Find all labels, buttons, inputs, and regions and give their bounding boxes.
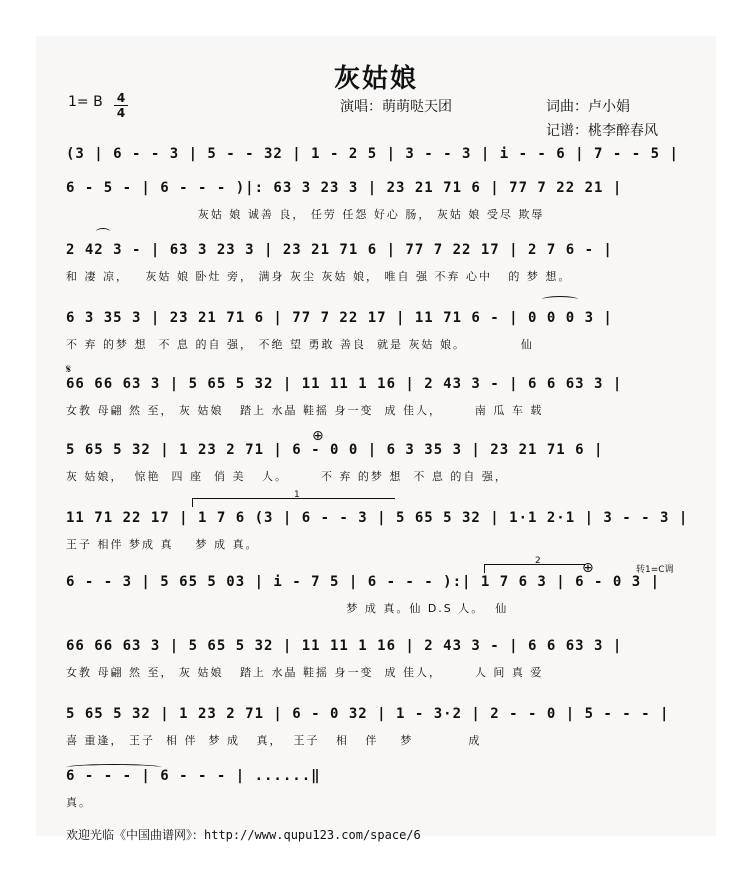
singer-credit: 演唱：萌萌哒天团 — [340, 99, 452, 115]
lyric-line: 女教 母翩 然 至， 灰 姑娘 踏上 水晶 鞋摇 身一变 成 佳人， 人 间 真 爱 — [66, 666, 544, 679]
first-ending-bracket — [192, 490, 395, 507]
lyric-line: 灰姑 娘 诚善 良， 任劳 任怨 好心 肠， 灰姑 娘 受尽 欺辱 — [66, 208, 545, 221]
meter-bottom: 4 — [116, 106, 126, 120]
notation-line: 2 42 3 - | 63 3 23 3 | 23 21 71 6 | 77 7 22 17 | 2 7 6 - | — [66, 242, 613, 258]
transcriber-credit: 记谱：桃李醉春风 — [546, 123, 658, 139]
coda-sign-icon: ⊕ — [312, 428, 324, 444]
score-row-7 — [66, 510, 689, 556]
key-signature: 1= B — [68, 94, 103, 110]
segno-sign-icon: 𝄋 — [66, 362, 72, 376]
footer-website-credit: 欢迎光临《中国曲谱网》：http://www.qupu123.com/space/6 — [66, 828, 421, 842]
modulation-note: 转1=C调 — [636, 565, 674, 575]
lyric-line: 和 凄 凉， 灰姑 娘 卧灶 旁， 满身 灰尘 灰姑 娘， 唯自 强 不弃 心中 的 梦 想。 — [66, 270, 572, 283]
notation-line: 6 - 5 - | 6 - - - )|: 63 3 23 3 | 23 21 71 6 | 77 7 22 21 | — [66, 180, 623, 196]
lyric-line: 灰 姑娘， 惊艳 四 座 俏 美 人。 不 弃 的梦 想 不 息 的自 强， — [66, 470, 508, 483]
score-row-4 — [66, 310, 686, 356]
coda-sign-icon: ⊕ — [582, 560, 594, 576]
second-ending-bracket — [484, 556, 585, 573]
notation-line: 6 - - 3 | 5 65 5 03 | i - 7 5 | 6 - - - ):| 1 7 6 3 | 6 - 0 3 | — [66, 574, 661, 590]
notation-line: (3 | 6 - - 3 | 5 - - 32 | 1 - 2 5 | 3 - - 3 | i - - 6 | 7 - - 5 | — [66, 146, 679, 162]
score-row-10 — [66, 706, 686, 752]
lyric-line: 王子 相伴 梦成 真 梦 成 真。 — [66, 538, 259, 551]
score-row-5 — [66, 376, 686, 422]
tie-slur — [542, 296, 578, 303]
score-row-6 — [66, 442, 686, 488]
notation-line: 5 65 5 32 | 1 23 2 71 | 6 - 0 0 | 6 3 35 3 | 23 21 71 6 | — [66, 442, 604, 458]
lyric-line: 女教 母翩 然 至， 灰 姑娘 踏上 水晶 鞋摇 身一变 成 佳人， 南 瓜 车 载 — [66, 404, 544, 417]
notation-line: 6 3 35 3 | 23 21 71 6 | 77 7 22 17 | 11 71 6 - | 0 0 0 3 | — [66, 310, 613, 326]
score-row-8 — [66, 574, 686, 620]
notation-line: 11 71 22 17 | 1 7 6 (3 | 6 - - 3 | 5 65 5 32 | 1·1 2·1 | 3 - - 3 | — [66, 510, 689, 526]
notation-line: 6 - - - | 6 - - - | ......‖ — [66, 768, 321, 784]
notation-line: 66 66 63 3 | 5 65 5 32 | 11 11 1 16 | 2 43 3 - | 6 6 63 3 | — [66, 376, 623, 392]
lyric-line: 不 弃 的梦 想 不 息 的自 强， 不绝 望 勇敢 善良 就是 灰姑 娘。 仙 — [66, 338, 534, 351]
second-ending-number: 2 — [535, 556, 541, 566]
score-row-2 — [66, 180, 686, 226]
lyric-line: 喜 重逢， 王子 相 伴 梦 成 真， 王子 相 伴 梦 成 — [66, 734, 482, 747]
score-row-9 — [66, 638, 686, 684]
score-row-3 — [66, 242, 686, 288]
first-ending-number: 1 — [294, 490, 300, 500]
lyric-line: 梦 成 真。仙 D.S 人。 仙 — [66, 602, 509, 615]
lyric-line: 真。 — [66, 796, 92, 809]
notation-line: 66 66 63 3 | 5 65 5 32 | 11 11 1 16 | 2 43 3 - | 6 6 63 3 | — [66, 638, 623, 654]
tie-slur — [66, 764, 162, 771]
song-title: 灰姑娘 — [333, 64, 418, 94]
meter-top: 4 — [116, 91, 126, 105]
score-row-11 — [66, 768, 686, 814]
lyricist-credit: 词曲：卢小娟 — [546, 99, 630, 115]
notation-line: 5 65 5 32 | 1 23 2 71 | 6 - 0 32 | 1 - 3·2 | 2 - - 0 | 5 - - - | — [66, 706, 670, 722]
tie-slur — [96, 228, 110, 235]
time-signature — [114, 92, 128, 119]
